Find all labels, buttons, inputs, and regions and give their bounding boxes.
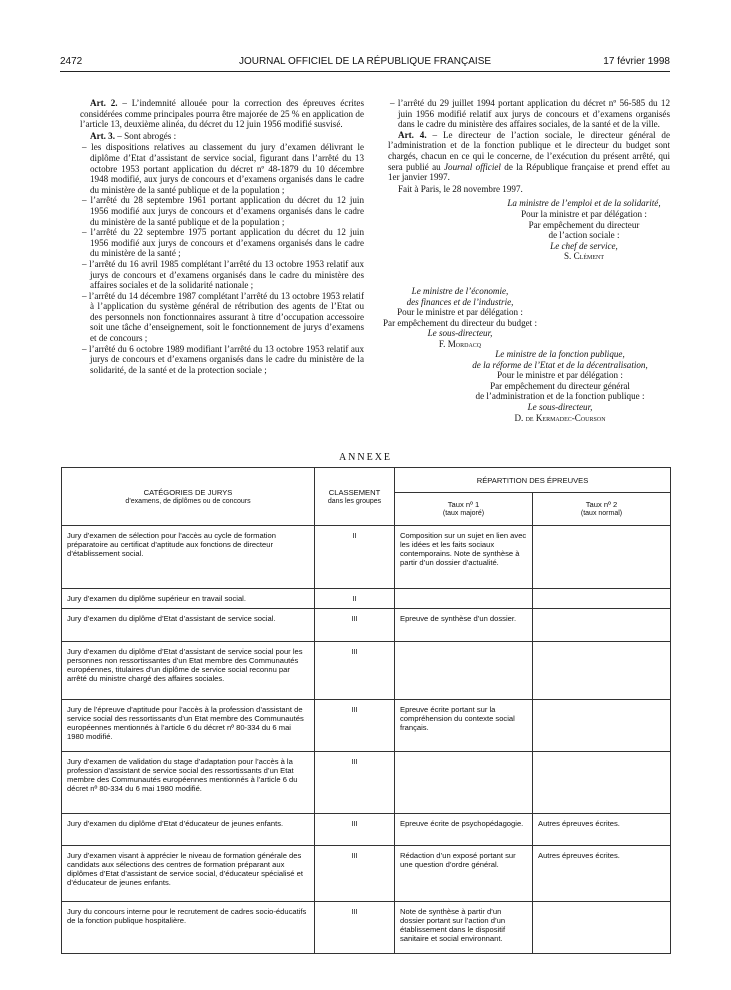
sig3-line: de l’administration et de la fonction publique : (475, 391, 645, 402)
list-item: – l’arrêté du 29 juillet 1994 portant application du décret nº 56-585 du 12 juin 1956 modifié relatif aux jurys de concours et d’examens organisés dans le cadre du ministère des affaires sociales, de la santé et de la ville. (388, 98, 670, 130)
cell-classement: III (315, 846, 395, 902)
signature-block-3 (440, 349, 680, 423)
list-item: – l’arrêté du 14 décembre 1987 complétant l’arrêté du 13 octobre 1953 relatif à l’application du système général de rétribution des agents de l’Etat ou des personnels non fonctionnaires assurant à titre d’occupation accessoire soit une tâche d’enseignement, soit le fonctionnement de jurys d’examens et de concours ; (80, 291, 364, 344)
header-categories-sub: d’examens, de diplômes ou de concours (125, 497, 251, 505)
header-categories-label: CATÉGORIES DE JURYS (143, 487, 233, 497)
header-taux-1-label: Taux nº 1 (447, 500, 480, 509)
header-taux-2-label: Taux nº 2 (585, 500, 618, 509)
header-classement-label: CLASSEMENT (328, 487, 381, 497)
signature-block-1 (498, 198, 670, 262)
header-taux-2-sub: (taux normal) (580, 510, 623, 517)
journal-title: JOURNAL OFFICIEL DE LA RÉPUBLIQUE FRANÇAISE (238, 56, 492, 67)
list-item: – l’arrêté du 22 septembre 1975 portant application du décret du 12 juin 1956 modifié aux jurys de concours et d’examens organisés dans le cadre du ministère de la santé ; (80, 227, 364, 259)
table-row (62, 700, 671, 752)
annexe-table (61, 467, 671, 954)
cell-category: Jury d’examen du diplôme d’Etat d’assistant de service social pour les personnes non ressortissantes d’un Etat membre des Communautés européennes, titulaires d’un diplôme de service social reconnu par arrêté du ministre chargé des affaires sociales. (62, 642, 315, 700)
sig3-minister: de la réforme de l’Etat et de la décentralisation, (472, 359, 648, 370)
list-item: – l’arrêté du 16 avril 1985 complétant l’arrêté du 13 octobre 1953 relatif aux jurys de concours et d’examens organisés dans le cadre du ministère des affaires sociales et de la solidarité nationale ; (80, 259, 364, 291)
sig3-line: Par empêchement du directeur général (490, 380, 630, 391)
issue-date: 17 février 1998 (603, 56, 670, 67)
header-categories (62, 468, 315, 526)
table-row (62, 814, 671, 846)
cell-classement: III (315, 752, 395, 814)
sig2-line: Par empêchement du directeur du budget : (382, 317, 538, 328)
table-row (62, 589, 671, 609)
table-row (62, 846, 671, 902)
cell-category: Jury d’examen de validation du stage d’adaptation pour l’accès à la profession d’assistant de service social des ressortissants d’un Etat membre des Communautés européennes mentionnés à l’article 6 du décret nº 80-334 du 6 mai 1980 modifié. (62, 752, 315, 814)
cell-category: Jury d’examen du diplôme d’Etat d’éducateur de jeunes enfants. (62, 814, 315, 846)
cell-taux-2 (533, 589, 671, 609)
article-2-label: Art. 2. (90, 98, 118, 108)
cell-category: Jury d’examen du diplôme d’Etat d’assistant de service social. (62, 609, 315, 642)
cell-taux-2 (533, 902, 671, 954)
right-column (388, 98, 670, 262)
cell-classement: III (315, 902, 395, 954)
annexe-title: ANNEXE (338, 452, 393, 463)
cell-taux-1: Note de synthèse à partir d’un dossier portant sur l’action d’un établissement dans le dispositif sanitaire et social environnant. (395, 902, 533, 954)
cell-taux-2 (533, 642, 671, 700)
header-classement-sub: dans les groupes (327, 497, 382, 505)
cell-classement: II (315, 589, 395, 609)
cell-taux-1: Composition sur un sujet en lien avec les idées et les faits sociaux contemporains. Note de synthèse à partir d’un dossier d’actualité. (395, 526, 533, 589)
cell-taux-1 (395, 642, 533, 700)
sig3-name: D. de Kermadec-Courson (514, 412, 606, 423)
cell-taux-1 (395, 752, 533, 814)
article-3-label: Art. 3. (90, 130, 115, 141)
sig2-line: Pour le ministre et par délégation : (397, 307, 523, 318)
cell-taux-2 (533, 700, 671, 752)
header-taux-2 (533, 493, 671, 526)
article-3 (80, 131, 364, 142)
cell-taux-2 (533, 752, 671, 814)
sig1-name: S. Clément (564, 251, 604, 262)
cell-classement: III (315, 609, 395, 642)
cell-classement: II (315, 526, 395, 589)
cell-taux-2 (533, 609, 671, 642)
sig2-role: Le sous-directeur, (427, 328, 493, 339)
cell-taux-1 (395, 589, 533, 609)
table-row (62, 902, 671, 954)
header-rule (60, 71, 670, 72)
article-4-text: – Le directeur de l’action sociale, le directeur général de l’administration et de la fonction publique et le directeur du budget sont chargés, chacun en ce qui le concerne, de l’exécution du présent arrêté, qui sera publié au (388, 129, 671, 172)
cell-taux-1: Epreuve écrite de psychopédagogie. (395, 814, 533, 846)
cell-category: Jury du concours interne pour le recrutement de cadres socio-éducatifs de la fonction publique hospitalière. (62, 902, 315, 954)
article-2-text: – L’indemnité allouée pour la correction des épreuves écrites considérées comme principales pourra être majorée de 25 % en application de l’article 13, deuxième alinéa, du décret du 12 juin 1956 modifié susvisé. (80, 98, 365, 130)
list-item: – l’arrêté du 6 octobre 1989 modifiant l’arrêté du 13 octobre 1953 relatif aux jurys de concours et d’examens organisés dans le cadre du ministère de la solidarité, de la santé et de la protection sociale ; (80, 344, 364, 376)
article-4-label: Art. 4. (398, 129, 427, 140)
list-item: – l’arrêté du 28 septembre 1961 portant application du décret du 12 juin 1956 modifié aux jurys de concours et d’examens organisés dans le cadre du ministère de la santé publique et de la population ; (80, 195, 364, 227)
header-classement (315, 468, 395, 526)
list-item: – les dispositions relatives au classement du jury d’examen délivrant le diplôme d’Etat d’assistant de service social, figurant dans l’arrêté du 13 octobre 1953 portant application du décret nº 48-1879 du 10 décembre 1948 modifié, aux jurys de concours et d’examens organisés dans le cadre du ministère de la santé publique et de la population ; (80, 142, 364, 195)
cell-taux-1: Rédaction d’un exposé portant sur une question d’ordre général. (395, 846, 533, 902)
journal-officiel-ref: Journal officiel (444, 161, 501, 172)
cell-taux-1: Epreuve de synthèse d’un dossier. (395, 609, 533, 642)
sig1-role: Le chef de service, (550, 240, 618, 251)
table-row (62, 642, 671, 700)
article-2 (80, 98, 364, 130)
sig3-role: Le sous-directeur, (527, 401, 593, 412)
cell-taux-2 (533, 526, 671, 589)
signature-date: Fait à Paris, le 28 novembre 1997. (398, 183, 523, 194)
cell-category: Jury de l’épreuve d’aptitude pour l’accès à la profession d’assistant de service social des ressortissants d’un Etat membre des Communautés européennes mentionnés à l’article 6 du décret nº 80-334 du 6 mai 1980 modifié. (62, 700, 315, 752)
cell-taux-1: Epreuve écrite portant sur la compréhension du contexte social français. (395, 700, 533, 752)
cell-category: Jury d’examen de sélection pour l’accès au cycle de formation préparatoire au certificat d’aptitude aux fonctions de directeur d’établissement social. (62, 526, 315, 589)
sig1-line: de l’action sociale : (548, 230, 620, 241)
sig3-minister: Le ministre de la fonction publique, (495, 349, 625, 359)
sig1-line: Par empêchement du directeur (528, 219, 640, 230)
header-repartition: RÉPARTITION DES ÉPREUVES (395, 468, 671, 493)
cell-category: Jury d’examen du diplôme supérieur en travail social. (62, 589, 315, 609)
table-header-row (62, 468, 671, 493)
cell-classement: III (315, 814, 395, 846)
cell-taux-2: Autres épreuves écrites. (533, 814, 671, 846)
left-column (80, 98, 364, 375)
cell-classement: III (315, 700, 395, 752)
sig2-name: F. Mordacq (438, 338, 482, 349)
table-row (62, 609, 671, 642)
header-taux-1 (395, 493, 533, 526)
sig1-minister: La ministre de l’emploi et de la solidarité, (507, 198, 661, 209)
sig3-line: Pour le ministre et par délégation : (497, 370, 623, 381)
page-header (60, 56, 670, 70)
article-4-text-end: de la République française et prend effet au 1er janvier 1997. (388, 161, 670, 183)
sig2-minister: des finances et de l’industrie, (406, 296, 514, 307)
cell-taux-2: Autres épreuves écrites. (533, 846, 671, 902)
cell-category: Jury d’examen visant à apprécier le niveau de formation générale des candidats aux sélections des centres de formation préparant aux diplômes d’Etat d’assistant de service social, d’éducateur spécialisé et d’éducateur de jeunes enfants. (62, 846, 315, 902)
article-3-text: – Sont abrogés : (115, 130, 177, 141)
table-row (62, 526, 671, 589)
sig1-line: Pour la ministre et par délégation : (521, 208, 647, 219)
article-4 (388, 130, 670, 183)
sig2-minister: Le ministre de l’économie, (411, 286, 509, 296)
table-row (62, 752, 671, 814)
header-taux-1-sub: (taux majoré) (442, 510, 485, 517)
signature-block-2-text (360, 286, 560, 350)
page-number: 2472 (60, 56, 83, 67)
cell-classement: III (315, 642, 395, 700)
